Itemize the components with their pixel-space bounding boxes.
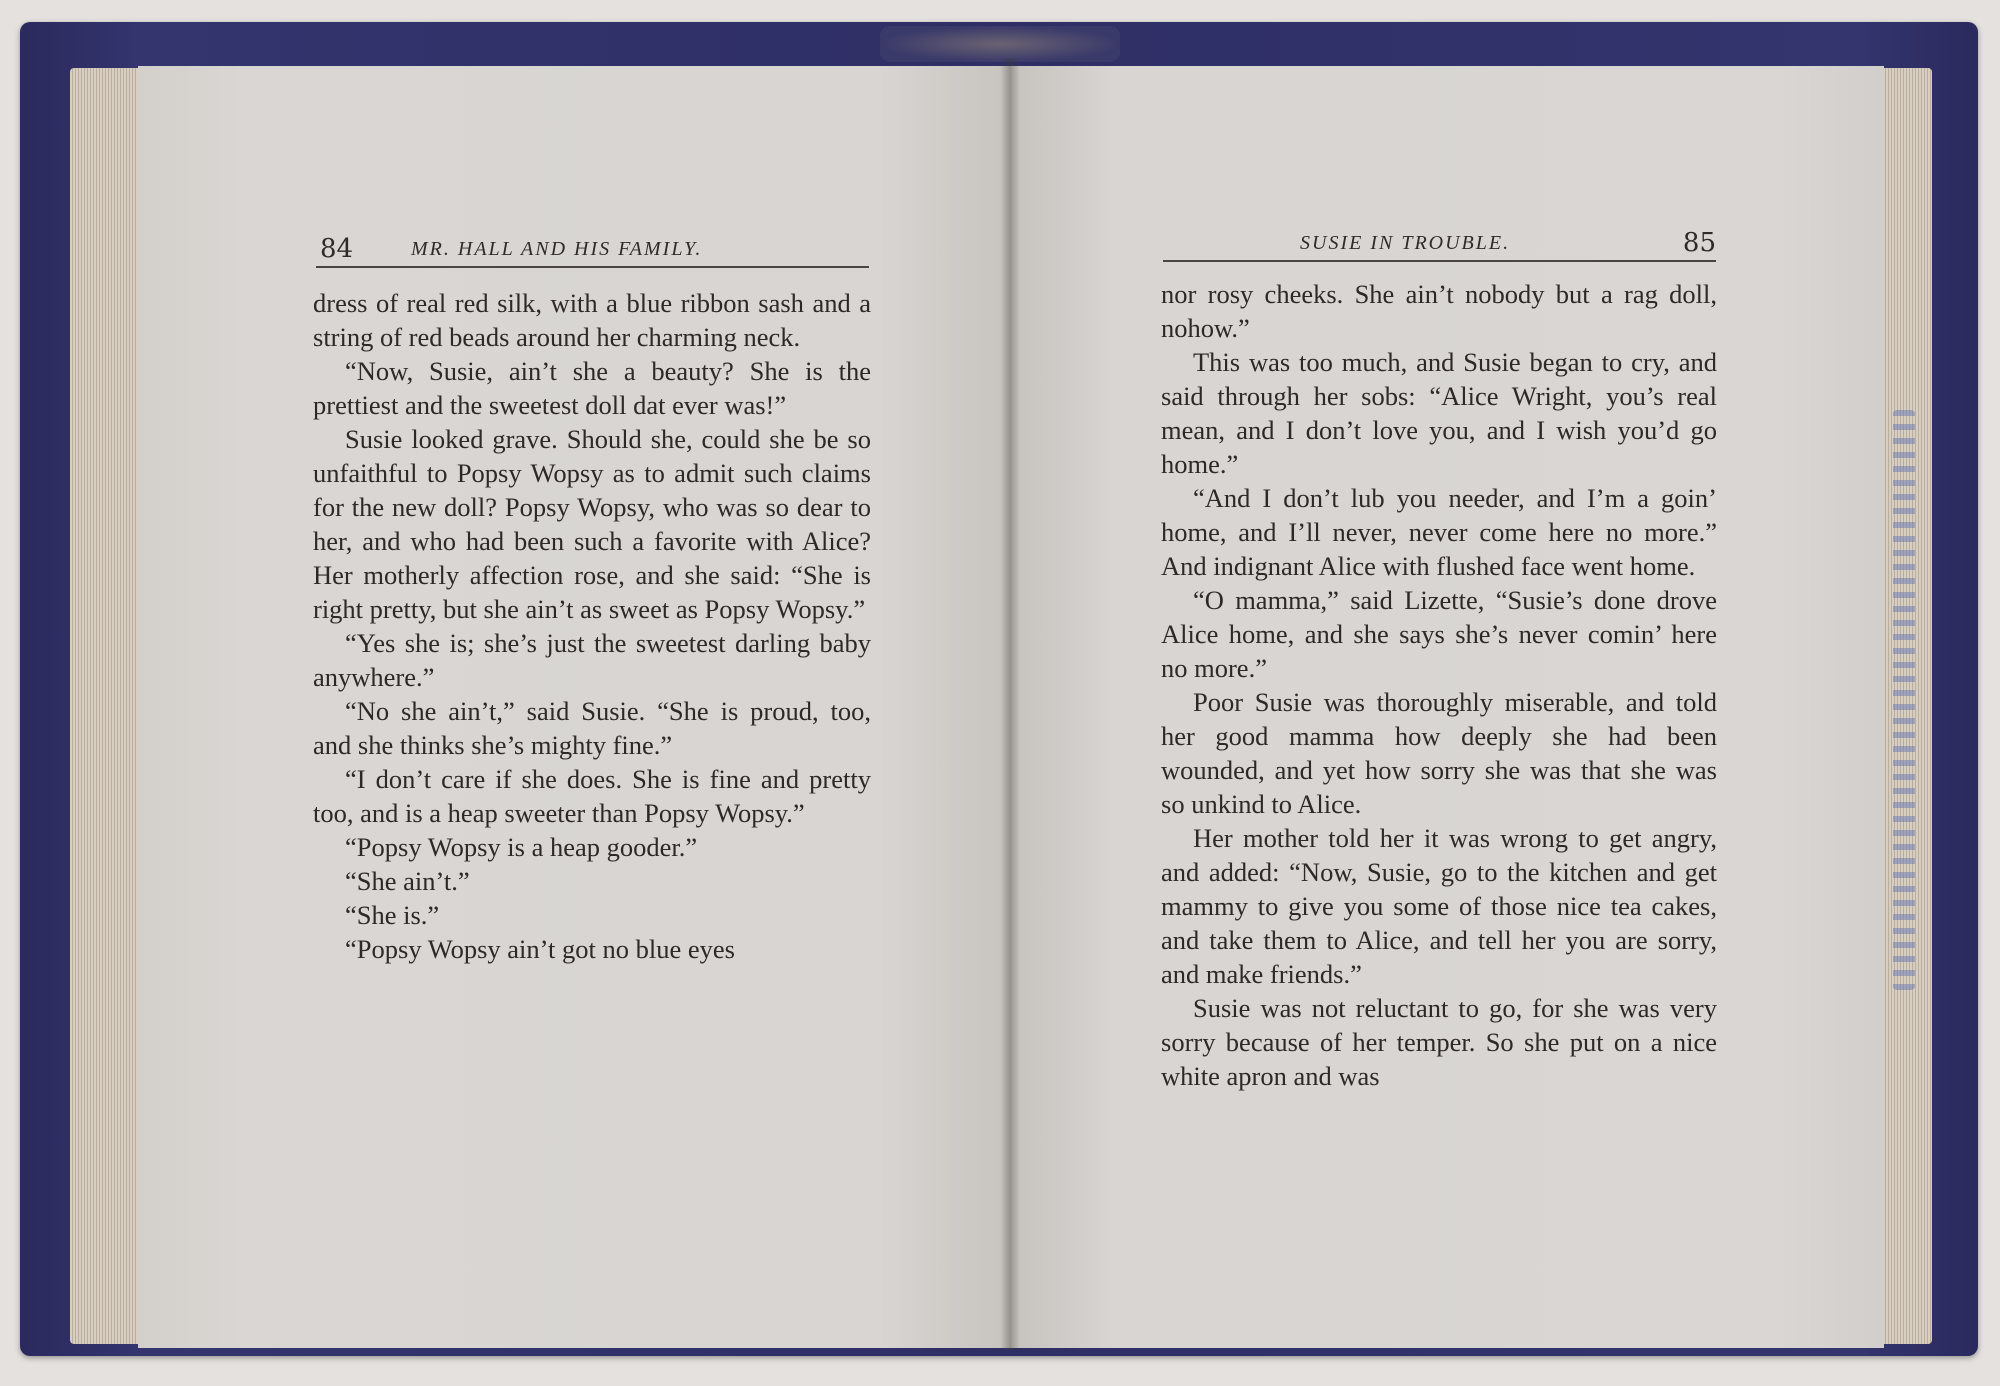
paragraph: “Popsy Wopsy ain’t got no blue eyes xyxy=(345,934,735,964)
left-running-title: MR. HALL AND HIS FAMILY. xyxy=(411,238,703,260)
paragraph: Her mother told her it was wrong to get angry, and added: “Now, Susie, go to the kitchen and get mammy to give you some of those nice tea cakes, and take them to Alice, and tell her you are sorry, and make friends.” xyxy=(1161,823,1717,989)
paragraph: dress of real red silk, with a blue ribbon sash and a string of red beads around her charming neck. xyxy=(313,288,871,352)
paragraph: Susie looked grave. Should she, could she be so unfaithful to Popsy Wopsy as to admit such claims for the new doll? Popsy Wopsy, who was so dear to her, and who had been such a favorite with Alice? Her motherly affection rose, and she said: “She is right pretty, but she ain’t as sweet as Popsy Wopsy.” xyxy=(313,424,871,624)
right-page-text xyxy=(1161,277,1717,1093)
paragraph: “She ain’t.” xyxy=(345,866,470,896)
paragraph: Susie was not reluctant to go, for she was very sorry because of her temper. So she put on a nice white apron and was xyxy=(1161,993,1717,1091)
paragraph: “O mamma,” said Lizette, “Susie’s done drove Alice home, and she says she’s never comin’ here no more.” xyxy=(1161,585,1717,683)
paragraph: “Popsy Wopsy is a heap gooder.” xyxy=(345,832,698,862)
paragraph: “Yes she is; she’s just the sweetest darling baby anywhere.” xyxy=(313,628,871,692)
paragraph: This was too much, and Susie began to cry, and said through her sobs: “Alice Wright, you’s real mean, and I don’t love you, and I wish you’d go home.” xyxy=(1161,347,1717,479)
spine-wear xyxy=(880,26,1120,62)
left-running-header xyxy=(316,232,869,268)
paragraph: “No she ain’t,” said Susie. “She is proud, too, and she thinks she’s mighty fine.” xyxy=(313,696,871,760)
paragraph: “And I don’t lub you needer, and I’m a goin’ home, and I’ll never, never come here no more.” And indignant Alice with flushed face went home. xyxy=(1161,483,1717,581)
right-running-title: SUSIE IN TROUBLE. xyxy=(1300,232,1511,254)
right-running-header xyxy=(1163,226,1716,262)
paragraph: nor rosy cheeks. She ain’t nobody but a rag doll, nohow.” xyxy=(1161,279,1717,343)
library-stamp xyxy=(1893,410,1915,990)
paragraph: “I don’t care if she does. She is fine and pretty too, and is a heap sweeter than Popsy Wopsy.” xyxy=(313,764,871,828)
right-page-number: 85 xyxy=(1682,228,1716,258)
page-edges-left xyxy=(70,68,140,1344)
paragraph: Poor Susie was thoroughly miserable, and told her good mamma how deeply she had been wounded, and yet how sorry she was that she was so unkind to Alice. xyxy=(1161,687,1717,819)
paragraph: “Now, Susie, ain’t she a beauty? She is the prettiest and the sweetest doll dat ever was!” xyxy=(313,356,871,420)
left-page-number: 84 xyxy=(320,234,354,264)
left-page-text xyxy=(313,286,871,966)
paragraph: “She is.” xyxy=(345,900,440,930)
book-gutter xyxy=(1000,58,1020,1350)
